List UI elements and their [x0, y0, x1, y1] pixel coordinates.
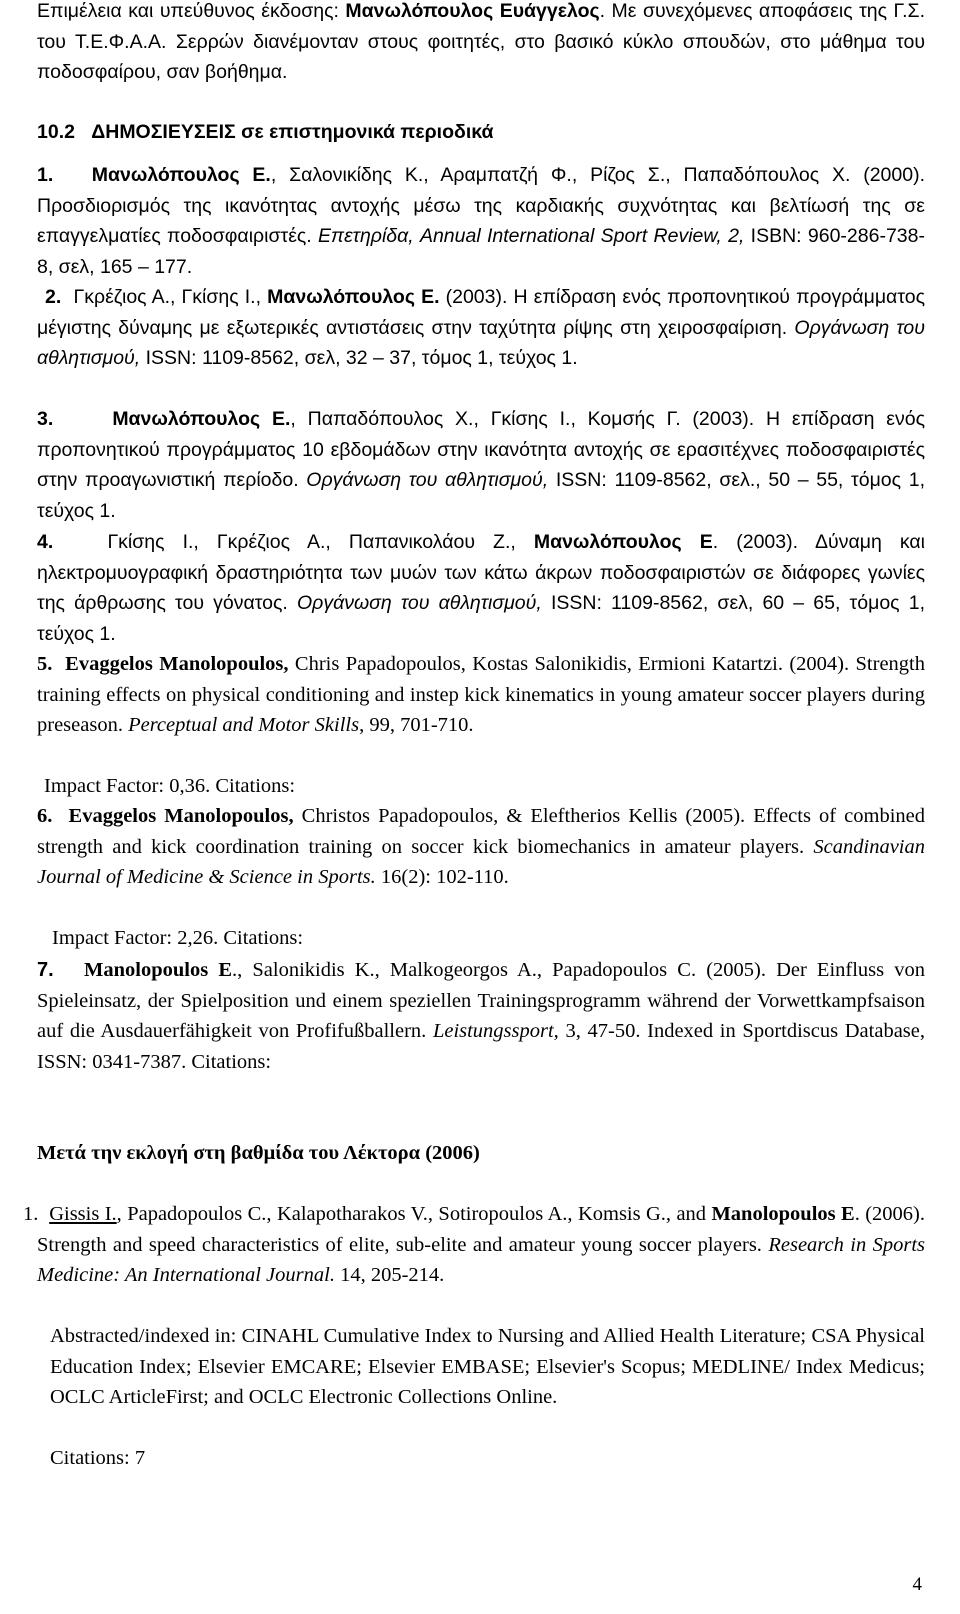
author-highlight: Manolopoulos E — [711, 1203, 855, 1225]
author-highlight: Μανωλόπουλος Ε. — [267, 286, 440, 308]
page-number: 4 — [912, 1574, 922, 1595]
reference-authors: Γκίσης Ι., Γκρέζιος Α., Παπανικολάου Ζ., — [107, 531, 534, 553]
author-highlight: Evaggelos Manolopoulos, — [65, 653, 289, 675]
reference-text: , Σαλονικίδης Κ., Αραμπατζή Φ., Ρίζος Σ., Παπαδόπουλος Χ. (2000). Προσδιορισμός της ικανότητας αντοχής μέσω της καρδιακής συχνότητας και βελτίωσή της σε επαγγελματίες ποδοσφαιριστές. — [37, 164, 925, 247]
reference-details: ISSN: 1109-8562, σελ., 50 – 55, τόμος 1, τεύχος 1. — [37, 469, 925, 522]
impact-factor-5: Impact Factor: 0,36. Citations: — [44, 775, 296, 797]
author-highlight: Manolopoulos E — [84, 959, 233, 981]
author-underlined: Gissis I. — [49, 1203, 117, 1225]
section-title: ΔΗΜΟΣΙΕΥΣΕΙΣ σε επιστημονικά περιοδικά — [91, 121, 494, 143]
reference-details: 3, 47-50. Indexed in Sportdiscus Database, ISSN: 0341-7387. Citations: — [37, 1020, 926, 1073]
reference-details: ISBN: 960-286-738-8, σελ, 165 – 177. — [37, 225, 925, 278]
reference-number: 3. — [37, 408, 54, 430]
journal-title: Οργάνωση του αθλητισμού, — [297, 592, 542, 614]
impact-factor-6: Impact Factor: 2,26. Citations: — [52, 927, 304, 949]
author-highlight: Evaggelos Manolopoulos, — [68, 805, 294, 827]
reference-number: 6. — [37, 805, 53, 827]
reference-6 — [37, 801, 925, 893]
reference-number: 1. — [23, 1203, 39, 1225]
reference-text: . (2006). Strength and speed characteristics of elite, sub-elite and amateur young soccer players. — [37, 1203, 926, 1256]
lecturer-section-heading: Μετά την εκλογή στη βαθμίδα του Λέκτορα (2006) — [37, 1142, 480, 1164]
author-highlight: Μανωλόπουλος Ε. — [91, 164, 271, 186]
reference-5 — [37, 649, 925, 741]
reference-number: 7. — [37, 959, 54, 981]
reference-1 — [37, 160, 925, 282]
section-number: 10.2 — [37, 121, 75, 143]
reference-3 — [37, 404, 925, 526]
reference-authors: , Papadopoulos C., Kalapotharakos V., Sotiropoulos A., Komsis G., and — [116, 1203, 712, 1225]
section-heading — [37, 117, 925, 148]
reference-text: Chris Papadopoulos, Kostas Salonikidis, Ermioni Katartzi. (2004). Strength training effects on physical conditioning and instep kick kinematics in young amateur soccer players during preseason. — [37, 653, 925, 736]
reference-text: , Παπαδόπουλος Χ., Γκίσης Ι., Κομσής Γ. (2003). Η επίδραση ενός προπονητικού προγράμματος 10 εβδομάδων στην ικανότητα αντοχής σε ερασιτέχνες ποδοσφαιριστές στην προαγωνιστική περίοδο. — [37, 408, 925, 491]
author-highlight: Μανωλόπουλος Ε — [533, 531, 713, 553]
journal-title: Οργάνωση του αθλητισμού, — [37, 316, 925, 369]
reference-details: 16(2): 102-110. — [375, 866, 509, 888]
journal-title: Perceptual and Motor Skills — [128, 714, 360, 736]
journal-title: Scandinavian Journal of Medicine & Science in Sports. — [37, 835, 925, 888]
reference-number: 4. — [37, 531, 54, 553]
author-highlight: Μανωλόπουλος Ε. — [112, 408, 291, 430]
journal-title: Επετηρίδα, Annual International Sport Review, 2, — [318, 225, 745, 247]
reference-number: 5. — [37, 653, 53, 675]
reference-details: ISSN: 1109-8562, σελ, 32 – 37, τόμος 1, τεύχος 1. — [140, 347, 578, 369]
reference-7 — [37, 955, 925, 1077]
intro-paragraph — [37, 0, 925, 88]
reference-details: , 99, 701-710. — [359, 714, 474, 736]
intro-text-cont: . Με συνεχόμενες αποφάσεις της Γ.Σ. του Τ.Ε.Φ.Α.Α. Σερρών διανέμονταν στους φοιτητές, στο βασικό κύκλο σπουδών, στο μάθημα του ποδοσφαίρου, σαν βοήθημα. — [37, 0, 925, 83]
reference-text: ., Salonikidis K., Malkogeorgos A., Papadopoulos C. (2005). Der Einfluss von Spieleinsatz, der Spielposition und einem speziellen Trainingsprogramm während der Vorwettkampfsaison auf die Ausdauerfähigkeit von Profifußballern. — [37, 959, 925, 1042]
reference-number: 2. — [45, 286, 62, 308]
journal-title: Research in Sports Medicine: An International Journal. — [37, 1233, 925, 1286]
reference-2006-1 — [23, 1199, 926, 1291]
journal-title: Leistungssport, — [432, 1020, 559, 1042]
intro-text: Επιμέλεια και υπεύθυνος έκδοσης: — [37, 0, 346, 22]
reference-4 — [37, 527, 925, 649]
reference-number: 1. — [37, 164, 54, 186]
reference-details: 14, 205-214. — [334, 1264, 445, 1286]
reference-text: . (2003). Δύναμη και ηλεκτρομυογραφική δραστηριότητα των μυών των κάτω άκρων ποδοσφαιριστών σε διάφορες γωνίες της άρθρωσης του γόνατος. — [37, 531, 925, 614]
editor-name: Μανωλόπουλος Ευάγγελος — [345, 0, 600, 22]
reference-text: (2003). Η επίδραση ενός προπονητικού προγράμματος μέγιστης δύναμης με εξωτερικές αντιστάσεις στην ταχύτητα ρίψης στη χειροσφαίριση. — [37, 286, 925, 339]
citations-count: Citations: 7 — [50, 1447, 146, 1469]
reference-authors: Γκρέζιος Α., Γκίσης Ι., — [73, 286, 268, 308]
reference-2 — [37, 282, 925, 374]
reference-details: ISSN: 1109-8562, σελ, 60 – 65, τόμος 1, τεύχος 1. — [37, 592, 925, 645]
abstracted-indexed: Abstracted/indexed in: CINAHL Cumulative Index to Nursing and Allied Health Literature; CSA Physical Education Index; Elsevier EMCARE; Elsevier EMBASE; Elsevier's Scopus; MEDLINE/ Index Medicus; OCLC ArticleFirst; and OCLC Electronic Collections Online. — [50, 1325, 925, 1408]
journal-title: Οργάνωση του αθλητισμού, — [306, 469, 549, 491]
reference-text: Christos Papadopoulos, & Eleftherios Kellis (2005). Effects of combined strength and kick coordination training on soccer kick biomechanics in amateur players. — [37, 805, 926, 858]
